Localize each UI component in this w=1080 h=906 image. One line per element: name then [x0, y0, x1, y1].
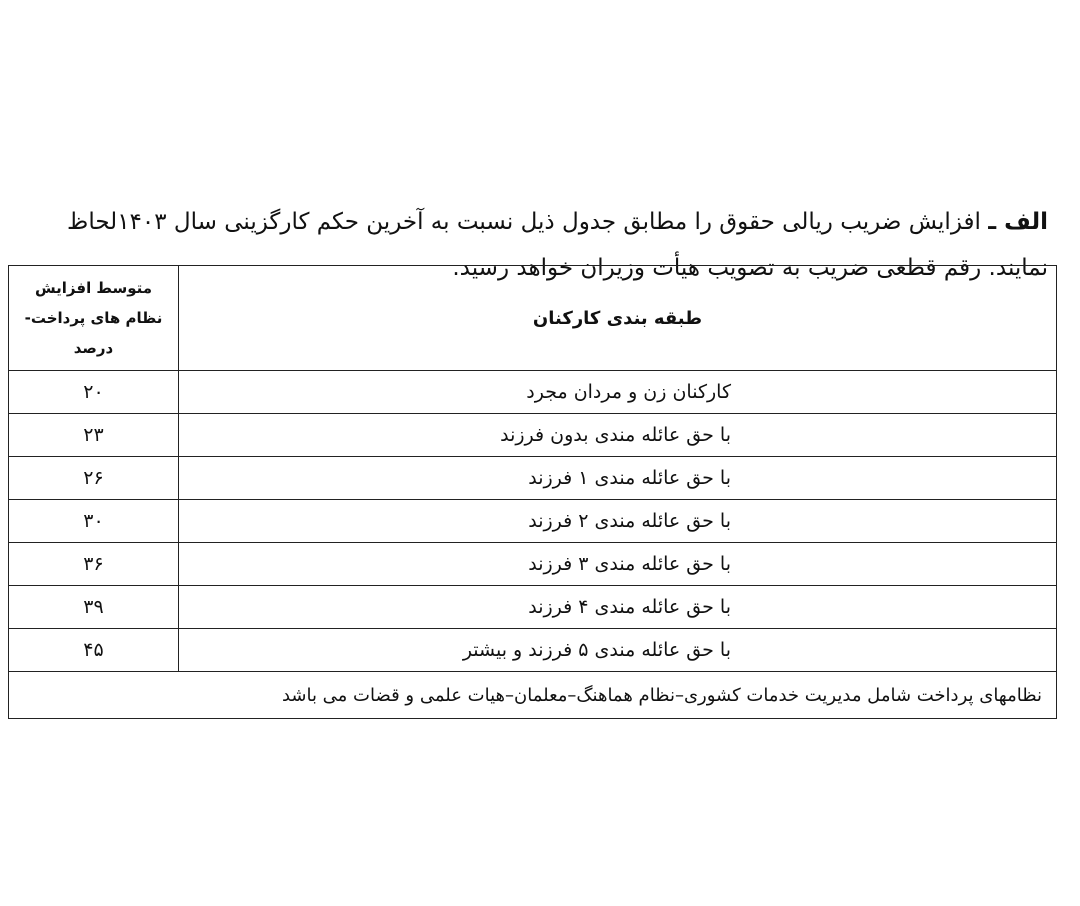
- increase-cell: ۴۵: [9, 629, 179, 672]
- classification-cell: با حق عائله مندی ۲ فرزند: [179, 500, 1057, 543]
- table-row: [9, 586, 1057, 629]
- intro-label: الف ـ: [988, 209, 1048, 235]
- classification-cell: با حق عائله مندی ۴ فرزند: [179, 586, 1057, 629]
- classification-cell: با حق عائله مندی ۳ فرزند: [179, 543, 1057, 586]
- salary-increase-table: [8, 265, 1057, 719]
- table-row: [9, 543, 1057, 586]
- increase-cell: ۳۹: [9, 586, 179, 629]
- classification-cell: با حق عائله مندی ۵ فرزند و بیشتر: [179, 629, 1057, 672]
- table-row: [9, 500, 1057, 543]
- header-increase: متوسط افزایش نظام های پرداخت-درصد: [9, 266, 179, 371]
- footer-note: نظامهای پرداخت شامل مدیریت خدمات کشوری–نظام هماهنگ–معلمان–هیات علمی و قضات می باشد: [9, 672, 1057, 719]
- classification-cell: با حق عائله مندی ۱ فرزند: [179, 457, 1057, 500]
- increase-cell: ۳۰: [9, 500, 179, 543]
- table-row: [9, 457, 1057, 500]
- increase-cell: ۲۳: [9, 414, 179, 457]
- table-header-row: [9, 266, 1057, 371]
- increase-cell: ۳۶: [9, 543, 179, 586]
- increase-cell: ۲۶: [9, 457, 179, 500]
- table-footer-row: [9, 672, 1057, 719]
- classification-cell: با حق عائله مندی بدون فرزند: [179, 414, 1057, 457]
- intro-text: افزایش ضریب ریالی حقوق را مطابق جدول ذیل نسبت به آخرین حکم کارگزینی سال ۱۴۰۳لحاظ نمایند. رقم قطعی ضریب به تصویب هیأت وزیران خواهد رسید.: [67, 209, 1048, 281]
- increase-cell: ۲۰: [9, 371, 179, 414]
- header-classification: طبقه بندی کارکنان: [179, 266, 1057, 371]
- table-row: [9, 371, 1057, 414]
- classification-cell: کارکنان زن و مردان مجرد: [179, 371, 1057, 414]
- table-row: [9, 629, 1057, 672]
- table-row: [9, 414, 1057, 457]
